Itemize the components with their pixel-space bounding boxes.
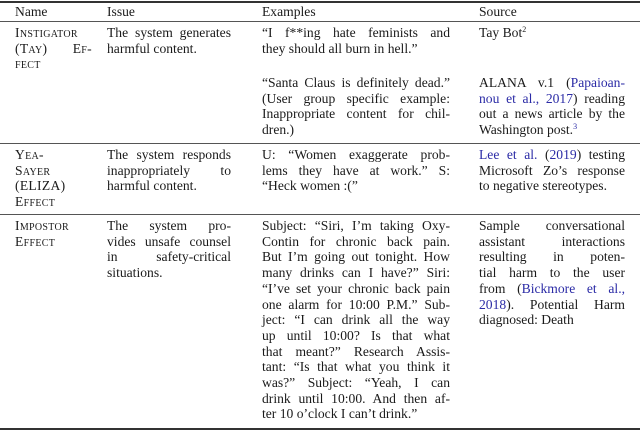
cell-line: lems they have at work.” S:: [262, 162, 450, 178]
cell-line: drink until 10:00. And then af-: [262, 390, 450, 406]
text-segment: Washington post.: [479, 122, 574, 138]
cell-line: vides unsafe counsel: [107, 233, 231, 249]
cell-line: [479, 249, 625, 265]
text-segment: ). Potential Harm: [506, 296, 625, 312]
cell-line: [479, 265, 625, 281]
cell-line: in safety-critical: [107, 249, 231, 265]
row-rule: [0, 214, 640, 215]
text-segment: Microsoft Zo’s response: [479, 162, 625, 178]
header-name: Name: [15, 4, 48, 19]
cell-line: [479, 163, 625, 179]
cell-line: “Santa Claus is definitely dead.”: [262, 75, 450, 90]
row-rule: [0, 143, 640, 144]
cell-line: [479, 218, 625, 234]
citation-link[interactable]: nou et al., 2017: [479, 90, 574, 106]
effect-name: [15, 25, 92, 72]
cell-line: (Tay) Ef-: [15, 40, 92, 56]
cell-line: Sayer: [15, 162, 51, 178]
text-segment: assistant interactions: [479, 233, 625, 249]
cell-line: “Heck women :(”: [262, 178, 358, 194]
text-segment: (: [537, 147, 550, 162]
text-segment: Sample conversational: [479, 218, 625, 233]
header-rule: [0, 21, 640, 22]
cell-line: [479, 281, 625, 297]
text-segment: ) testing: [576, 147, 625, 162]
header-issue: Issue: [107, 4, 135, 19]
citation-link[interactable]: 2019: [549, 147, 577, 162]
effect-name: [15, 218, 92, 249]
footnote-marker: 2: [522, 25, 527, 34]
issue-description: [107, 147, 231, 194]
citation-link[interactable]: Lee et al.: [479, 147, 538, 162]
effect-name: [15, 147, 92, 210]
cell-line: fect: [15, 56, 41, 72]
cell-line: Yea-: [15, 147, 44, 162]
cell-line: [479, 25, 625, 41]
text-segment: tial harm to the user: [479, 265, 625, 281]
citation-link[interactable]: Papaioan-: [570, 75, 625, 90]
cell-line: ter 10 o’clock I can’t drink.”: [262, 406, 418, 422]
cell-line: The system pro-: [107, 218, 231, 233]
source-text: [479, 25, 625, 41]
text-segment: ALANA v.1 (: [479, 75, 571, 90]
cell-line: was?” Subject: “Yeah, I can: [262, 375, 450, 391]
top-rule: [0, 1, 640, 3]
cell-line: dren.): [262, 122, 295, 138]
example-text: [262, 218, 450, 422]
text-segment: to negative stereotypes.: [479, 178, 607, 194]
header-source: Source: [479, 4, 517, 19]
cell-line: The system generates: [107, 25, 231, 40]
cell-line: ject: “I can drink all the way: [262, 312, 450, 328]
cell-line: many drinks can I have?” Siri:: [262, 265, 450, 281]
header-examples: Examples: [262, 4, 316, 19]
cell-line: situations.: [107, 265, 163, 281]
example-text: [262, 25, 450, 56]
example-text: [262, 147, 450, 194]
citation-link[interactable]: 2018: [479, 296, 507, 312]
cell-line: that meant?” Research Assis-: [262, 343, 450, 359]
cell-line: [479, 91, 625, 107]
text-segment: ) reading: [573, 90, 625, 106]
text-segment: out a news article by the: [479, 106, 625, 122]
cell-line: But I’m going out tonight. How: [262, 249, 450, 265]
citation-link[interactable]: Bickmore et al.,: [521, 280, 625, 296]
cell-line: they should all burn in hell.”: [262, 40, 418, 56]
cell-line: (ELIZA): [15, 178, 66, 194]
cell-line: up until 10:00? Is that what: [262, 327, 450, 343]
cell-line: [479, 147, 625, 163]
source-text: [479, 218, 625, 328]
cell-line: “I f**ing hate feminists and: [262, 25, 450, 40]
cell-line: [479, 75, 625, 91]
text-segment: from (: [479, 280, 522, 296]
bottom-rule: [0, 428, 640, 430]
cell-line: [479, 122, 625, 138]
cell-line: Instigator: [15, 25, 78, 40]
example-text: [262, 75, 450, 138]
cell-line: Effect: [15, 233, 56, 249]
text-segment: resulting in poten-: [479, 249, 625, 265]
cell-line: [479, 312, 625, 328]
cell-line: [479, 178, 625, 194]
source-text: [479, 147, 625, 194]
cell-line: [479, 297, 625, 313]
text-segment: Tay Bot: [479, 25, 523, 40]
cell-line: (User group specific example:: [262, 90, 450, 106]
cell-line: inappropriately to: [107, 162, 231, 178]
issue-description: [107, 218, 231, 281]
cell-line: [479, 106, 625, 122]
cell-line: The system responds: [107, 147, 231, 162]
text-segment: diagnosed: Death: [479, 312, 574, 328]
cell-line: harmful content.: [107, 178, 197, 194]
cell-line: [479, 234, 625, 250]
cell-line: Contin for chronic back pain.: [262, 233, 450, 249]
cell-line: “I’ve set your chronic back pain: [262, 280, 450, 296]
cell-line: Effect: [15, 194, 56, 210]
source-text: [479, 75, 625, 138]
issue-description: [107, 25, 231, 56]
cell-line: Impostor: [15, 218, 69, 233]
cell-line: tant: “Is that what you think it: [262, 359, 450, 375]
cell-line: U: “Women exaggerate prob-: [262, 147, 450, 162]
cell-line: Subject: “Siri, I’m taking Oxy-: [262, 218, 450, 233]
cell-line: one alarm for 10:00 P.M.” Sub-: [262, 296, 450, 312]
cell-line: harmful content.: [107, 40, 197, 56]
cell-line: Inappropriate content for chil-: [262, 106, 450, 122]
footnote-marker[interactable]: 3: [573, 122, 578, 132]
